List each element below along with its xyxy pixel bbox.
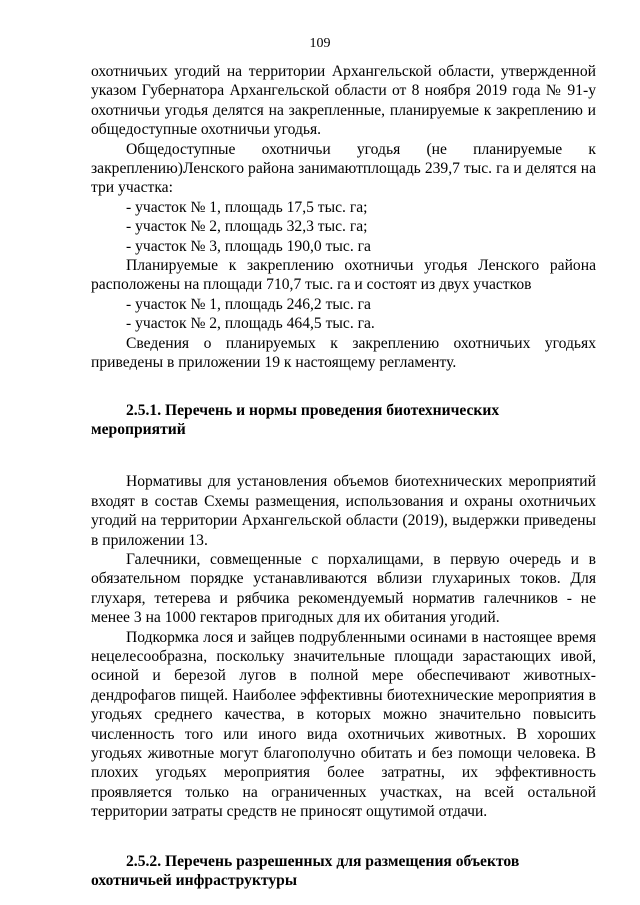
list-item: - участок № 2, площадь 464,5 тыс. га. (126, 315, 375, 333)
paragraph: охотничьих угодий на территории Архангельской области, утвержденной указом Губернатора Архангельской области от 8 ноября 2019 года № 91-у охотничьи угодья делятся на закрепленные, планируемые к закреплению и общедоступные охотничьи угодья. (91, 63, 596, 139)
biotech-section (91, 472, 596, 821)
paragraph: Общедоступные охотничьи угодья (не планируемые к закреплению)Ленского района занимаютплощадь 239,7 тыс. га и делятся на три участка: (91, 140, 596, 197)
list-item: - участок № 2, площадь 32,3 тыс. га; (126, 218, 368, 236)
intro-section (91, 62, 596, 373)
paragraph: Подкормка лося и зайцев подрубленными осинами в настоящее время нецелесообразна, поскольку значительные площади зарастающих ивой, осиной и березой лугов в полной мере обеспечивают животных-дендрофагов пищей. Наиболее эффективны биотехнические мероприятия в угодьях среднего качества, в которых можно значительно повысить численность того или иного вида охотничьих животных. В хороших угодьях животные могут благополучно обитать и без помощи человека. В плохих угодьях мероприятия более затратны, их эффективность проявляется только на ограниченных участках, на всей остальной территории затраты средств не приносят ощутимой отдачи. (91, 628, 596, 821)
list-item: - участок № 1, площадь 17,5 тыс. га; (126, 198, 368, 216)
list-item: - участок № 1, площадь 246,2 тыс. га (126, 295, 371, 313)
section-heading-2-5-2: 2.5.2. Перечень разрешенных для размещения объектов охотничьей инфраструктуры (91, 852, 520, 890)
page-content (91, 62, 596, 890)
paragraph: Нормативы для установления объемов биотехнических мероприятий входят в состав Схемы размещения, использования и охраны охотничьих угодий на территории Архангельской области (2019), выдержки приведены в приложении 13. (91, 473, 596, 549)
paragraph: Планируемые к закреплению охотничьи угодья Ленского района расположены на площади 710,7 тыс. га и состоят из двух участков (91, 257, 596, 294)
section-heading-2-5-1: 2.5.1. Перечень и нормы проведения биотехнических мероприятий (91, 401, 500, 438)
list-item: - участок № 3, площадь 190,0 тыс. га (126, 237, 371, 255)
page-number: 109 (309, 36, 331, 51)
paragraph: Сведения о планируемых к закреплению охотничьих угодьях приведены в приложении 19 к настоящему регламенту. (91, 334, 596, 372)
paragraph: Галечники, совмещенные с порхалищами, в первую очередь и в обязательном порядке устанавливаются вблизи глухариных токов. Для глухаря, тетерева и рябчика рекомендуемый норматив галечников - не менее 3 на 1000 гектаров пригодных для их обитания угодий. (91, 550, 596, 627)
